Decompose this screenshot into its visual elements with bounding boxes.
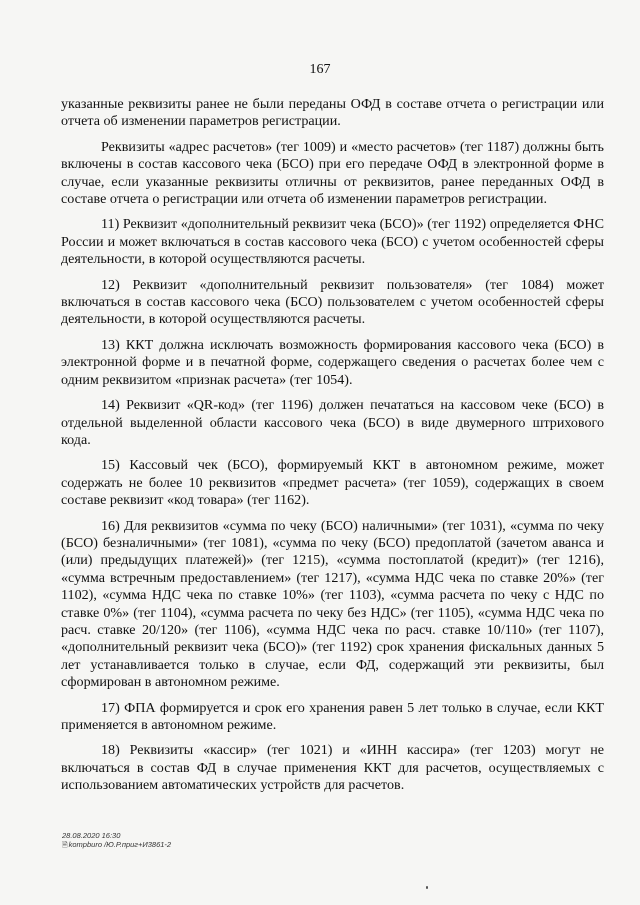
paragraph-continuation: указанные реквизиты ранее не были переданы ОФД в составе отчета о регистрации или отчета об изменении параметров регистрации. <box>61 96 604 130</box>
scan-speck <box>426 886 428 889</box>
paragraph-address-requisites: Реквизиты «адрес расчетов» (тег 1009) и «место расчетов» (тег 1187) должны быть включены в состав кассового чека (БСО) при его передаче ОФД в электронной форме в случае, если указанные реквизиты отличны от реквизитов, ранее переданных ОФД в составе отчета о регистрации или отчета об изменении параметров регистрации. <box>61 138 604 208</box>
body-text <box>61 96 604 803</box>
paragraph-item-15: 15) Кассовый чек (БСО), формируемый ККТ в автономном режиме, может содержать не более 10 реквизитов «предмет расчета» (тег 1059), содержащих в своем составе реквизит «код товара» (тег 1162). <box>61 457 604 509</box>
footer-file-path: kompburo /Ю.Р.приг+И3861-2 <box>68 840 172 849</box>
paragraph-item-18: 18) Реквизиты «кассир» (тег 1021) и «ИНН кассира» (тег 1203) могут не включаться в состав ФД в случае применения ККТ для расчетов, осуществляемых с использованием автоматических устройств для расчетов. <box>61 742 604 794</box>
footer-file-line <box>62 840 171 850</box>
paragraph-item-13: 13) ККТ должна исключать возможность формирования кассового чека (БСО) в электронной форме и в печатной форме, содержащего сведения о расчетах более чем с одним реквизитом «признак расчета» (тег 1054). <box>61 336 604 388</box>
paragraph-item-12: 12) Реквизит «дополнительный реквизит пользователя» (тег 1084) может включаться в состав кассового чека (БСО) пользователем с учетом особенностей сферы деятельности, в которой осуществляются расчеты. <box>61 276 604 328</box>
paragraph-item-14: 14) Реквизит «QR-код» (тег 1196) должен печататься на кассовом чеке (БСО) в отдельной выделенной области кассового чека (БСО) в виде двумерного штрихового кода. <box>61 397 604 448</box>
document-icon: 🗎 <box>62 842 68 849</box>
paragraph-item-17: 17) ФПА формируется и срок его хранения равен 5 лет только в случае, если ККТ применяется в автономном режиме. <box>61 699 604 733</box>
paragraph-item-11: 11) Реквизит «дополнительный реквизит чека (БСО)» (тег 1192) определяется ФНС России и может включаться в состав кассового чека (БСО) с учетом особенностей сферы деятельности, в которой осуществляются расчеты. <box>61 216 604 268</box>
paragraph-item-16: 16) Для реквизитов «сумма по чеку (БСО) наличными» (тег 1031), «сумма по чеку (БСО) безналичными» (тег 1081), «сумма по чеку (БСО) предоплатой (зачетом аванса и (или) предыдущих платежей)» (тег 1215), «сумма постоплатой (кредит)» (тег 1216), «сумма встречным предоставлением» (тег 1217), «сумма НДС чека по ставке 20%» (тег 1102), «сумма НДС чека по ставке 10%» (тег 1103), «сумма расчета по чеку с НДС по ставке 0%» (тег 1104), «сумма расчета по чеку без НДС» (тег 1105), «сумма НДС чека по расч. ставке 20/120» (тег 1106), «сумма НДС чека по расч. ставке 10/110» (тег 1107), «дополнительный реквизит чека (БСО)» (тег 1192) срок хранения фискальных данных 5 лет устанавливается только в случае, если ФД, содержащий эти реквизиты, был сформирован в автономном режиме. <box>61 517 604 691</box>
footer-stamp <box>62 831 171 850</box>
footer-timestamp: 28.08.2020 16:30 <box>62 831 121 840</box>
page-number: 167 <box>309 62 331 77</box>
